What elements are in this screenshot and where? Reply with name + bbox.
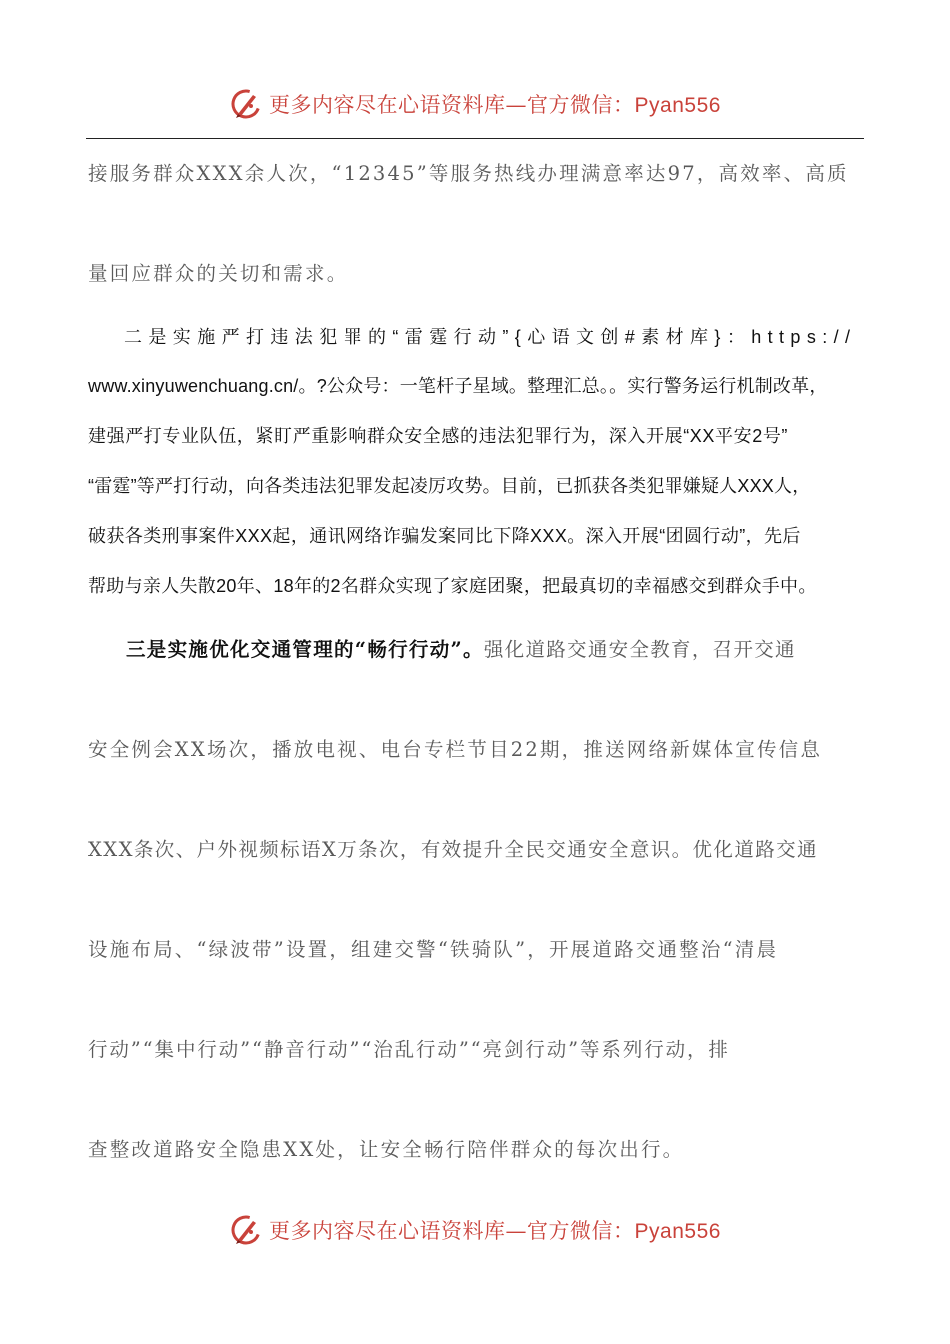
- paragraph-3-line-6: 查整改道路安全隐患XX处，让安全畅行陪伴群众的每次出行。: [88, 1138, 685, 1161]
- footer-dash: —: [505, 1219, 528, 1243]
- pen-circle-logo-icon: [229, 87, 263, 121]
- paragraph-1-line-1: 接服务群众XXX余人次，“12345”等服务热线办理满意率达97，高效率、高质: [88, 162, 849, 185]
- header-divider: [86, 138, 864, 139]
- paragraph-3-line-1: [126, 634, 864, 662]
- footer-wechat-label: 官方微信：: [527, 1219, 635, 1243]
- paragraph-3-lead: 三是实施优化交通管理的“畅行行动”。: [126, 638, 484, 661]
- paragraph-2-line-5: 破获各类刑事案件XXX起，通讯网络诈骗发案同比下降XXX。深入开展“团圆行动”，先后: [88, 526, 801, 546]
- header-account: Pyan556: [634, 94, 721, 117]
- footer-brand: [269, 1215, 721, 1245]
- header-brand: [269, 89, 721, 119]
- paragraph-3-line-5: 行动”“集中行动”“静音行动”“治乱行动”“亮剑行动”等系列行动，排: [88, 1038, 730, 1061]
- paragraph-3-line-1-rest: 强化道路交通安全教育，召开交通: [483, 638, 796, 661]
- footer-account: Pyan556: [634, 1220, 721, 1243]
- header-dash: —: [505, 93, 528, 117]
- paragraph-3-line-3: XXX条次、户外视频标语X万条次，有效提升全民交通安全意识。优化道路交通: [88, 838, 818, 861]
- paragraph-2-line-4: “雷霆”等严打行动，向各类违法犯罪发起凌厉攻势。目前，已抓获各类犯罪嫌疑人XXX人，: [88, 476, 811, 496]
- paragraph-2-line-1: 二是实施严打违法犯罪的“雷霆行动”{心语文创#素材库}：https://: [124, 327, 857, 347]
- paragraph-3-line-4: 设施布局、“绿波带”设置，组建交警“铁骑队”，开展道路交通整治“清晨: [88, 938, 779, 961]
- header-wechat-label: 官方微信：: [527, 93, 635, 117]
- paragraph-3-line-2: 安全例会XX场次，播放电视、电台专栏节目22期，推送网络新媒体宣传信息: [88, 738, 823, 761]
- header-banner: [0, 84, 950, 124]
- header-brand-name: 更多内容尽在心语资料库: [269, 93, 506, 117]
- paragraph-2-line-2: www.xinyuwenchuang.cn/。?公众号：一笔杆子星域。整理汇总。。实行警务运行机制改革，: [88, 376, 828, 396]
- footer-brand-name: 更多内容尽在心语资料库: [269, 1219, 506, 1243]
- paragraph-1-line-2: 量回应群众的关切和需求。: [88, 262, 349, 285]
- footer-banner: [0, 1210, 950, 1250]
- paragraph-2-line-3: 建强严打专业队伍，紧盯严重影响群众安全感的违法犯罪行为，深入开展“XX平安2号”: [88, 426, 789, 446]
- pen-circle-logo-icon: [229, 1213, 263, 1247]
- paragraph-2-line-6: 帮助与亲人失散20年、18年的2名群众实现了家庭团聚，把最真切的幸福感交到群众手中。: [88, 576, 817, 596]
